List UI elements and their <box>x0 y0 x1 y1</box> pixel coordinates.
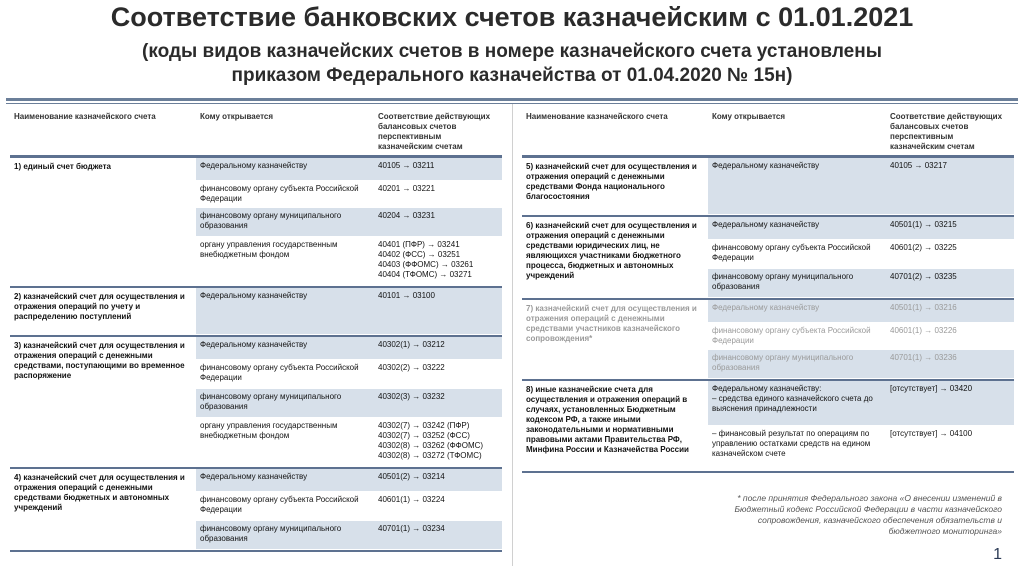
table-row <box>708 240 1014 269</box>
account-code-cell: 40302(1) → 03212 <box>374 337 502 359</box>
recipient-cell: – финансовый результат по операциям по управлению остатками средств на едином казначейском счете <box>712 429 871 458</box>
account-rows <box>196 158 502 286</box>
table-row <box>708 300 1014 323</box>
account-code-cell: 40105 → 03211 <box>374 158 502 180</box>
account-code-cell: 40701(1) → 03234 <box>374 521 502 549</box>
account-code-cell: [отсутствует] → 04100 <box>890 429 973 438</box>
account-code-cell: 40302(3) → 03232 <box>374 389 502 417</box>
footnote: * после принятия Федерального закона «О внесении изменений в Бюджетный кодекс Российской Федерации в части казначейского сопровождения, казначейского обеспечения обязательств и бюджетного мониторинга» <box>734 493 1002 536</box>
table-row <box>196 158 502 181</box>
account-code-cell: 40204 → 03231 <box>374 208 502 236</box>
recipient-cell: финансовому органу муниципального образования <box>708 269 886 297</box>
account-rows <box>196 337 502 467</box>
header-name: Наименование казначейского счета <box>526 112 668 121</box>
table-row <box>196 418 502 467</box>
account-code-cell: 40101 → 03100 <box>374 288 502 334</box>
account-name: 6) казначейский счет для осуществления и отражения операций с денежными средствами юридических лиц, не являющихся участниками бюджетного процесса, бюджетных и автономных учреждений <box>526 221 697 280</box>
recipient-cell: Федеральному казначейству <box>196 469 374 491</box>
account-code-cell: 40105 → 03217 <box>886 158 1014 214</box>
account-name: 1) единый счет бюджета <box>14 162 111 171</box>
table-row <box>196 469 502 492</box>
table-row <box>196 288 502 335</box>
table-row <box>708 381 1014 426</box>
table-row <box>196 337 502 360</box>
recipient-cell: Федеральному казначейству <box>196 158 374 180</box>
subtitle-line-1: (коды видов казначейских счетов в номере казначейского счета установлены <box>142 41 882 62</box>
account-code-cell: 40302(2) → 03222 <box>378 363 445 372</box>
account-rows <box>196 469 502 550</box>
account-rows <box>196 288 502 335</box>
recipient-cell: финансовому органу субъекта Российской Федерации <box>200 184 359 203</box>
account-code-cell: 40302(7) → 03242 (ПФР) 40302(7) → 03252 (ФСС) 40302(8) → 03262 (ФФОМС) 40302(8) → 03272 (ТФОМС) <box>378 421 484 460</box>
account-rows <box>708 381 1014 471</box>
account-code-cell: 40601(2) → 03225 <box>890 243 957 252</box>
account-name: 2) казначейский счет для осуществления и отражения операций по учету и распределению поступлений <box>14 292 185 321</box>
recipient-cell: финансовому органу муниципального образования <box>196 208 374 236</box>
table-row <box>708 323 1014 350</box>
recipient-cell: финансовому органу субъекта Российской Федерации <box>712 326 871 345</box>
page-title: Соответствие банковских счетов казначейским с 01.01.2021 <box>110 2 914 32</box>
table-row <box>708 158 1014 215</box>
table-row <box>196 360 502 389</box>
account-code-cell: 40701(2) → 03235 <box>886 269 1014 297</box>
account-code-cell: 40601(1) → 03226 <box>890 326 957 335</box>
header-whom: Кому открывается <box>200 112 274 121</box>
account-code-cell: 40701(1) → 03236 <box>886 350 1014 378</box>
table-row <box>708 269 1014 298</box>
table-header <box>522 108 1014 158</box>
table-row <box>196 181 502 208</box>
subtitle-line-2: приказом Федерального казначейства от 01.04.2020 № 15н) <box>231 65 793 86</box>
recipient-cell: органу управления государственным внебюджетным фондом <box>200 240 338 259</box>
recipient-cell: Федеральному казначейству <box>708 300 886 322</box>
account-group <box>522 217 1014 300</box>
account-code-cell: 40601(1) → 03224 <box>378 495 445 504</box>
account-code-cell: 40501(1) → 03216 <box>886 300 1014 322</box>
account-code-cell: [отсутствует] → 03420 <box>886 381 1014 425</box>
table-row <box>196 237 502 286</box>
table-header <box>10 108 502 158</box>
account-group <box>522 381 1014 473</box>
recipient-cell: финансовому органу субъекта Российской Федерации <box>200 363 359 382</box>
account-group <box>522 300 1014 381</box>
recipient-cell: Федеральному казначейству <box>196 337 374 359</box>
subtitle <box>0 40 1024 88</box>
column-divider <box>512 104 513 566</box>
account-group <box>10 469 502 552</box>
right-table <box>522 108 1014 473</box>
account-rows <box>708 217 1014 298</box>
recipient-cell: Федеральному казначейству: – средства единого казначейского счета до выяснения принадлежности <box>708 381 886 425</box>
recipient-cell: финансовому органу муниципального образования <box>708 350 886 378</box>
recipient-cell: органу управления государственным внебюджетным фондом <box>200 421 338 440</box>
header-whom: Кому открывается <box>712 112 786 121</box>
account-name: 7) казначейский счет для осуществления и отражения операций с денежными средствами участников казначейского сопровождения* <box>526 304 697 343</box>
table-row <box>708 217 1014 240</box>
page-number: 1 <box>993 546 1002 563</box>
recipient-cell: финансовому органу муниципального образования <box>196 521 374 549</box>
header-name: Наименование казначейского счета <box>14 112 156 121</box>
table-row <box>196 389 502 418</box>
recipient-cell: финансовому органу муниципального образования <box>196 389 374 417</box>
account-code-cell: 40501(1) → 03215 <box>886 217 1014 239</box>
account-name: 3) казначейский счет для осуществления и отражения операций с денежными средствами, поступающими во временное распоряжение <box>14 341 185 380</box>
account-name: 5) казначейский счет для осуществления и отражения операций с денежными средствами Фонда национального благосостояния <box>526 162 697 201</box>
account-code-cell: 40501(2) → 03214 <box>374 469 502 491</box>
table-row <box>708 350 1014 379</box>
recipient-cell: Федеральному казначейству <box>196 288 374 334</box>
table-row <box>708 426 1014 471</box>
account-name: 4) казначейский счет для осуществления и отражения операций с денежными средствами бюджетных и автономных учреждений <box>14 473 185 512</box>
table-row <box>196 208 502 237</box>
header-match: Соответствие действующих балансовых счетов перспективным казначейским счетам <box>890 112 1003 151</box>
left-table <box>10 108 502 552</box>
recipient-cell: Федеральному казначейству <box>708 217 886 239</box>
account-group <box>10 337 502 469</box>
account-code-cell: 40401 (ПФР) → 03241 40402 (ФСС) → 03251 40403 (ФФОМС) → 03261 40404 (ТФОМС) → 03271 <box>378 240 474 279</box>
table-row <box>196 521 502 550</box>
recipient-cell: финансовому органу субъекта Российской Федерации <box>200 495 359 514</box>
account-group <box>10 288 502 337</box>
table-row <box>196 492 502 521</box>
account-rows <box>708 158 1014 215</box>
recipient-cell: Федеральному казначейству <box>708 158 886 214</box>
account-name: 8) иные казначейские счета для осуществления и отражения операций в случаях, установленных Бюджетным кодексом РФ, а также иными законодательными и нормативными правовыми актами Правительства РФ, Минфина России и Казначейства России <box>526 385 689 454</box>
header-match: Соответствие действующих балансовых счетов перспективным казначейским счетам <box>378 112 491 151</box>
account-code-cell: 40201 → 03221 <box>378 184 435 193</box>
recipient-cell: финансовому органу субъекта Российской Федерации <box>712 243 871 262</box>
account-group <box>522 158 1014 217</box>
account-group <box>10 158 502 288</box>
account-rows <box>708 300 1014 379</box>
